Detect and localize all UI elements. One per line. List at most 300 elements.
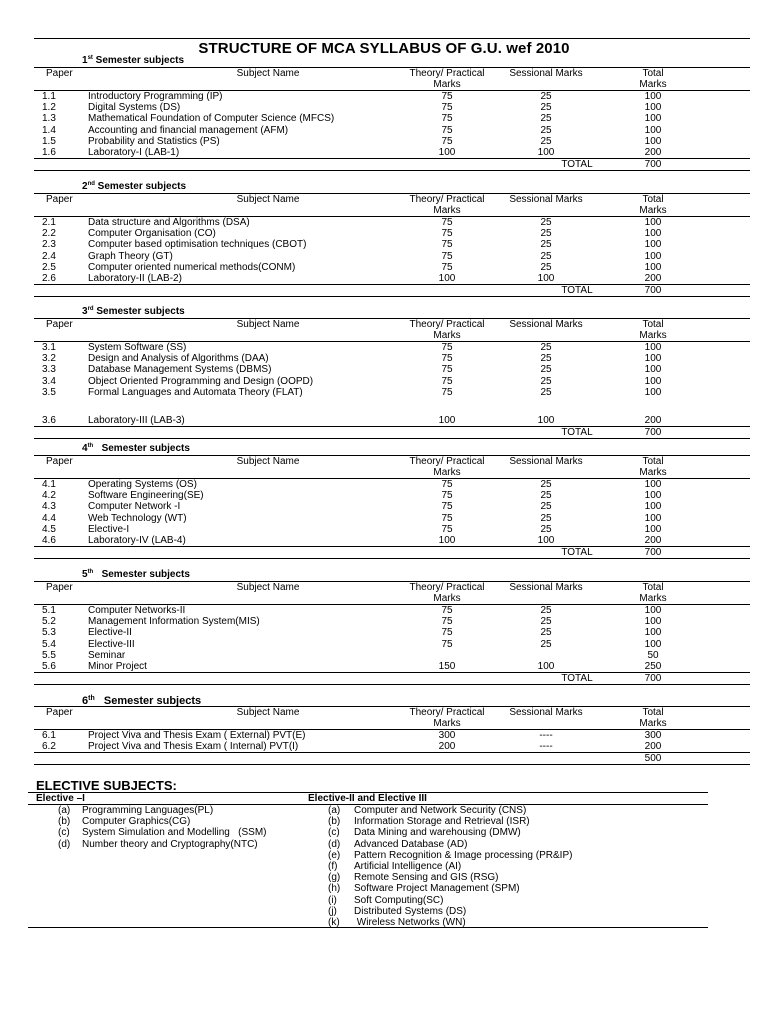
sessional-marks-cell: 25 <box>540 638 552 650</box>
col-header-total: Total <box>642 456 664 467</box>
elective-key: (c) <box>58 827 70 839</box>
elective-key: (d) <box>328 838 341 850</box>
paper-cell: 3.1 <box>42 342 56 353</box>
col-header-theory-marks: Marks <box>433 205 461 216</box>
total-rule-bottom <box>34 684 750 685</box>
elective-name: Information Storage and Retrieval (ISR) <box>354 816 530 828</box>
theory-marks-cell: 75 <box>441 490 453 502</box>
elective-key: (d) <box>58 838 71 850</box>
col-header-paper: Paper <box>46 456 73 467</box>
table-row <box>0 364 768 375</box>
paper-cell: 1.3 <box>42 113 56 125</box>
elective-key: (e) <box>328 849 341 861</box>
table-row <box>0 639 768 650</box>
subject-cell: Introductory Programming (IP) <box>88 91 223 102</box>
total-marks-cell: 100 <box>644 605 662 616</box>
theory-marks-cell: 75 <box>441 113 453 125</box>
elective-key: (a) <box>58 805 71 816</box>
col-header-sessional: Sessional Marks <box>509 319 583 330</box>
table-row <box>0 353 768 364</box>
elective-key: (a) <box>328 805 341 816</box>
theory-marks-cell: 75 <box>441 342 453 353</box>
col-header-subject: Subject Name <box>236 582 300 593</box>
subject-cell: Accounting and financial management (AFM) <box>88 124 289 136</box>
semester-ordinal: nd <box>87 181 95 187</box>
subject-cell: Elective-I <box>88 523 130 535</box>
subject-cell: Elective-II <box>88 627 132 639</box>
elective-item <box>0 839 768 850</box>
total-marks-cell: 100 <box>644 627 662 639</box>
elective-i-heading: Elective –I <box>36 793 85 804</box>
subject-cell: Computer Networks-II <box>88 605 186 616</box>
subject-cell: Management Information System(MIS) <box>88 616 260 628</box>
total-marks-cell: 300 <box>644 730 662 741</box>
paper-cell: 5.2 <box>42 616 56 628</box>
col-header-theory-marks: Marks <box>433 330 461 341</box>
subject-cell: Project Viva and Thesis Exam ( Internal) PVT(I) <box>88 741 299 753</box>
col-header-total-marks: Marks <box>639 79 667 90</box>
theory-marks-cell: 75 <box>441 102 453 114</box>
subject-cell: Laboratory-IV (LAB-4) <box>88 535 186 546</box>
semester-ordinal: th <box>87 569 94 575</box>
elective-name: Distributed Systems (DS) <box>354 905 467 917</box>
col-header-sessional: Sessional Marks <box>509 582 583 593</box>
paper-cell: 4.1 <box>42 479 56 490</box>
col-header-total-marks: Marks <box>639 330 667 341</box>
sessional-marks-cell: ---- <box>539 741 553 753</box>
theory-marks-cell: 75 <box>441 124 453 136</box>
table-row <box>0 605 768 616</box>
total-marks-cell: 100 <box>644 353 662 365</box>
theory-marks-cell: 100 <box>438 273 456 284</box>
table-row <box>0 217 768 228</box>
sessional-marks-cell: 25 <box>540 386 552 398</box>
theory-marks-cell: 75 <box>441 501 453 513</box>
paper-cell: 1.6 <box>42 147 56 158</box>
subject-cell: Object Oriented Programming and Design (OOPD) <box>88 375 314 387</box>
theory-marks-cell: 100 <box>438 415 456 427</box>
elective-name: System Simulation and Modelling (SSM) <box>82 827 267 839</box>
sessional-marks-cell: 25 <box>540 479 552 490</box>
paper-cell: 5.1 <box>42 605 56 616</box>
semester-total: 700 <box>644 426 662 438</box>
semester-label: Semester subjects <box>94 695 202 707</box>
total-marks-cell: 100 <box>644 490 662 502</box>
sessional-marks-cell: 25 <box>540 616 552 628</box>
paper-cell: 1.1 <box>42 91 56 102</box>
subject-cell: Computer based optimisation techniques (CBOT) <box>88 239 307 251</box>
sessional-marks-cell: 25 <box>540 627 552 639</box>
table-row <box>0 262 768 273</box>
theory-marks-cell: 75 <box>441 386 453 398</box>
subject-cell: Design and Analysis of Algorithms (DAA) <box>88 353 269 365</box>
col-header-theory: Theory/ Practical <box>409 68 485 79</box>
col-header-sessional: Sessional Marks <box>509 456 583 467</box>
col-header-total-marks: Marks <box>639 718 667 729</box>
sessional-marks-cell: 25 <box>540 250 552 262</box>
semester-heading <box>82 55 184 66</box>
col-header-subject: Subject Name <box>236 319 300 330</box>
semester-number: 6 <box>82 695 89 707</box>
theory-marks-cell: 75 <box>441 627 453 639</box>
table-row <box>0 415 768 426</box>
paper-cell: 6.2 <box>42 741 56 753</box>
theory-marks-cell: 75 <box>441 523 453 535</box>
theory-marks-cell: 75 <box>441 638 453 650</box>
semester-ordinal: rd <box>87 306 94 312</box>
table-row <box>0 251 768 262</box>
sessional-marks-cell: 100 <box>537 415 555 427</box>
total-marks-cell: 50 <box>647 649 659 661</box>
table-row <box>0 147 768 158</box>
table-row <box>0 741 768 752</box>
elective-key: (k) <box>328 917 340 928</box>
col-header-total-marks: Marks <box>639 205 667 216</box>
paper-cell: 2.4 <box>42 250 56 262</box>
sessional-marks-cell: 100 <box>537 661 555 672</box>
theory-marks-cell: 200 <box>438 741 456 753</box>
semester-ordinal: th <box>87 443 94 449</box>
col-header-theory-marks: Marks <box>433 79 461 90</box>
paper-cell: 1.4 <box>42 124 56 136</box>
semester-heading <box>82 306 185 317</box>
sessional-marks-cell: 25 <box>540 353 552 365</box>
theory-marks-cell: 75 <box>441 364 453 376</box>
col-header-theory-marks: Marks <box>433 593 461 604</box>
table-row <box>0 102 768 113</box>
subject-cell: Laboratory-I (LAB-1) <box>88 147 180 158</box>
col-header-paper: Paper <box>46 194 73 205</box>
electives-rule-bottom <box>28 927 708 928</box>
table-row <box>0 513 768 524</box>
col-header-paper: Paper <box>46 582 73 593</box>
total-marks-cell: 100 <box>644 523 662 535</box>
total-marks-cell: 100 <box>644 638 662 650</box>
semester-label: Semester subjects <box>93 306 185 317</box>
elective-item <box>0 816 768 827</box>
electives-title: ELECTIVE SUBJECTS: <box>36 778 177 793</box>
paper-cell: 4.6 <box>42 535 56 546</box>
table-row <box>0 627 768 638</box>
col-header-subject: Subject Name <box>236 68 300 79</box>
table-row <box>0 342 768 353</box>
elective-item <box>0 850 768 861</box>
paper-cell: 3.4 <box>42 375 56 387</box>
theory-marks-cell: 300 <box>438 730 456 741</box>
col-header-subject: Subject Name <box>236 707 300 718</box>
total-label: TOTAL <box>561 672 593 684</box>
semester-heading <box>82 569 190 580</box>
table-row <box>0 376 768 387</box>
total-marks-cell: 100 <box>644 113 662 125</box>
theory-marks-cell: 75 <box>441 605 453 616</box>
semester-number: 5 <box>82 569 88 580</box>
theory-marks-cell: 75 <box>441 261 453 273</box>
subject-cell: Database Management Systems (DBMS) <box>88 364 272 376</box>
total-marks-cell: 100 <box>644 135 662 147</box>
subject-cell: Minor Project <box>88 661 147 672</box>
col-header-subject: Subject Name <box>236 456 300 467</box>
subject-cell: Operating Systems (OS) <box>88 479 197 490</box>
total-marks-cell: 100 <box>644 512 662 524</box>
paper-cell: 2.3 <box>42 239 56 251</box>
subject-cell: Seminar <box>88 649 126 661</box>
theory-marks-cell: 75 <box>441 217 453 228</box>
elective-item <box>0 872 768 883</box>
theory-marks-cell: 75 <box>441 250 453 262</box>
total-label: TOTAL <box>561 426 593 438</box>
theory-marks-cell: 100 <box>438 147 456 158</box>
subject-cell: Software Engineering(SE) <box>88 490 204 502</box>
elective-name: Pattern Recognition & Image processing (PR&IP) <box>354 849 573 861</box>
subject-cell: Formal Languages and Automata Theory (FLAT) <box>88 386 303 398</box>
sessional-marks-cell: 25 <box>540 113 552 125</box>
total-marks-cell: 100 <box>644 386 662 398</box>
total-marks-cell: 100 <box>644 616 662 628</box>
semester-heading <box>82 443 190 454</box>
subject-cell: Mathematical Foundation of Computer Science (MFCS) <box>88 113 335 125</box>
paper-cell: 2.2 <box>42 228 56 240</box>
semester-number: 2 <box>82 181 88 192</box>
elective-item <box>0 805 768 816</box>
elective-key: (c) <box>328 827 340 839</box>
table-row <box>0 239 768 250</box>
table-row <box>0 524 768 535</box>
semester-total: 700 <box>644 284 662 296</box>
semester-total: 500 <box>644 752 662 764</box>
theory-marks-cell: 75 <box>441 353 453 365</box>
col-header-theory: Theory/ Practical <box>409 194 485 205</box>
paper-cell: 4.2 <box>42 490 56 502</box>
elective-name: Soft Computing(SC) <box>354 894 444 906</box>
elective-name: Computer and Network Security (CNS) <box>354 805 527 816</box>
total-marks-cell: 100 <box>644 364 662 376</box>
total-marks-cell: 200 <box>644 535 662 546</box>
elective-name: Artificial Intelligence (AI) <box>354 861 462 872</box>
subject-cell: Computer Network -I <box>88 501 181 513</box>
col-header-sessional: Sessional Marks <box>509 194 583 205</box>
sessional-marks-cell: 100 <box>537 147 555 158</box>
semester-label: Semester subjects <box>93 569 190 580</box>
table-row <box>0 113 768 124</box>
subject-cell: Laboratory-III (LAB-3) <box>88 415 185 427</box>
theory-marks-cell: 75 <box>441 228 453 240</box>
paper-cell: 2.6 <box>42 273 56 284</box>
total-rule-bottom <box>34 764 750 765</box>
table-row <box>0 661 768 672</box>
paper-cell: 1.5 <box>42 135 56 147</box>
theory-marks-cell: 75 <box>441 375 453 387</box>
elective-name: Computer Graphics(CG) <box>82 816 191 828</box>
paper-cell: 4.4 <box>42 512 56 524</box>
elective-key: (i) <box>328 894 337 906</box>
col-header-theory: Theory/ Practical <box>409 582 485 593</box>
sessional-marks-cell: 25 <box>540 261 552 273</box>
total-rule-bottom <box>34 170 750 171</box>
elective-name: Number theory and Cryptography(NTC) <box>82 838 258 850</box>
total-marks-cell: 100 <box>644 228 662 240</box>
total-marks-cell: 200 <box>644 741 662 753</box>
sessional-marks-cell: 25 <box>540 501 552 513</box>
paper-cell: 5.4 <box>42 638 56 650</box>
semester-number: 1 <box>82 55 88 66</box>
paper-cell: 1.2 <box>42 102 56 114</box>
elective-item <box>0 895 768 906</box>
total-marks-cell: 100 <box>644 261 662 273</box>
subject-cell: Data structure and Algorithms (DSA) <box>88 217 250 228</box>
paper-cell: 3.5 <box>42 386 56 398</box>
table-row <box>0 490 768 501</box>
total-label: TOTAL <box>561 546 593 558</box>
sessional-marks-cell: 25 <box>540 490 552 502</box>
semester-number: 3 <box>82 306 88 317</box>
subject-cell: Project Viva and Thesis Exam ( External) PVT(E) <box>88 730 306 741</box>
sessional-marks-cell: 25 <box>540 239 552 251</box>
theory-marks-cell: 75 <box>441 616 453 628</box>
total-marks-cell: 250 <box>644 661 662 672</box>
sessional-marks-cell: 25 <box>540 605 552 616</box>
subject-cell: Web Technology (WT) <box>88 512 187 524</box>
elective-name: Wireless Networks (WN) <box>354 917 466 928</box>
semester-ordinal: st <box>87 55 93 61</box>
total-marks-cell: 100 <box>644 91 662 102</box>
sessional-marks-cell: ---- <box>539 730 553 741</box>
col-header-total: Total <box>642 68 664 79</box>
table-row <box>0 650 768 661</box>
elective-item <box>0 906 768 917</box>
semester-label: Semester subjects <box>93 443 190 454</box>
total-marks-cell: 200 <box>644 147 662 158</box>
elective-item <box>0 883 768 894</box>
subject-cell: Computer oriented numerical methods(CONM) <box>88 261 296 273</box>
col-header-total: Total <box>642 194 664 205</box>
total-marks-cell: 100 <box>644 479 662 490</box>
semester-total: 700 <box>644 546 662 558</box>
theory-marks-cell: 75 <box>441 91 453 102</box>
table-row <box>0 616 768 627</box>
semester-label: Semester subjects <box>92 55 185 66</box>
paper-cell: 5.3 <box>42 627 56 639</box>
elective-item <box>0 861 768 872</box>
elective-key: (j) <box>328 905 337 917</box>
total-marks-cell: 100 <box>644 239 662 251</box>
sessional-marks-cell: 25 <box>540 364 552 376</box>
table-row <box>0 535 768 546</box>
total-marks-cell: 100 <box>644 217 662 228</box>
elective-item <box>0 827 768 838</box>
elective-name: Software Project Management (SPM) <box>354 883 520 895</box>
col-header-subject: Subject Name <box>236 194 300 205</box>
elective-key: (f) <box>328 861 338 872</box>
table-row <box>0 273 768 284</box>
total-marks-cell: 100 <box>644 102 662 114</box>
col-header-total-marks: Marks <box>639 467 667 478</box>
table-row <box>0 387 768 398</box>
col-header-theory: Theory/ Practical <box>409 456 485 467</box>
total-marks-cell: 100 <box>644 250 662 262</box>
page-title: STRUCTURE OF MCA SYLLABUS OF G.U. wef 2010 <box>198 40 570 57</box>
elective-name: Data Mining and warehousing (DMW) <box>354 827 521 839</box>
elective-key: (b) <box>58 816 71 828</box>
table-row <box>0 228 768 239</box>
semester-label: Semester subjects <box>94 181 187 192</box>
top-rule <box>34 38 750 39</box>
paper-cell: 3.3 <box>42 364 56 376</box>
sessional-marks-cell: 25 <box>540 102 552 114</box>
sessional-marks-cell: 25 <box>540 124 552 136</box>
theory-marks-cell: 75 <box>441 479 453 490</box>
col-header-sessional: Sessional Marks <box>509 68 583 79</box>
total-marks-cell: 100 <box>644 342 662 353</box>
paper-cell: 2.1 <box>42 217 56 228</box>
total-marks-cell: 100 <box>644 124 662 136</box>
total-marks-cell: 200 <box>644 273 662 284</box>
total-label: TOTAL <box>561 284 593 296</box>
theory-marks-cell: 75 <box>441 239 453 251</box>
total-marks-cell: 100 <box>644 501 662 513</box>
sessional-marks-cell: 25 <box>540 91 552 102</box>
semester-number: 4 <box>82 443 88 454</box>
table-row <box>0 91 768 102</box>
subject-cell: Computer Organisation (CO) <box>88 228 216 240</box>
sessional-marks-cell: 25 <box>540 228 552 240</box>
paper-cell: 6.1 <box>42 730 56 741</box>
subject-cell: Elective-III <box>88 638 135 650</box>
table-row <box>0 125 768 136</box>
paper-cell: 5.5 <box>42 649 56 661</box>
table-row <box>0 479 768 490</box>
sessional-marks-cell: 25 <box>540 512 552 524</box>
elective-name: Remote Sensing and GIS (RSG) <box>354 872 499 884</box>
col-header-sessional: Sessional Marks <box>509 707 583 718</box>
col-header-total: Total <box>642 582 664 593</box>
col-header-paper: Paper <box>46 707 73 718</box>
paper-cell: 3.2 <box>42 353 56 365</box>
col-header-total-marks: Marks <box>639 593 667 604</box>
sessional-marks-cell: 25 <box>540 217 552 228</box>
sessional-marks-cell: 100 <box>537 273 555 284</box>
table-row <box>0 730 768 741</box>
sessional-marks-cell: 100 <box>537 535 555 546</box>
paper-cell: 4.5 <box>42 523 56 535</box>
table-row <box>0 136 768 147</box>
col-header-theory-marks: Marks <box>433 718 461 729</box>
subject-cell: Graph Theory (GT) <box>88 250 173 262</box>
col-header-theory-marks: Marks <box>433 467 461 478</box>
theory-marks-cell: 75 <box>441 135 453 147</box>
table-row <box>0 501 768 512</box>
total-rule-bottom <box>34 558 750 559</box>
sessional-marks-cell: 25 <box>540 375 552 387</box>
elective-key: (b) <box>328 816 341 828</box>
subject-cell: Digital Systems (DS) <box>88 102 181 114</box>
total-rule-bottom <box>34 296 750 297</box>
subject-cell: System Software (SS) <box>88 342 187 353</box>
paper-cell: 4.3 <box>42 501 56 513</box>
col-header-theory: Theory/ Practical <box>409 319 485 330</box>
subject-cell: Probability and Statistics (PS) <box>88 135 220 147</box>
theory-marks-cell: 100 <box>438 535 456 546</box>
elective-key: (h) <box>328 883 341 895</box>
col-header-total: Total <box>642 319 664 330</box>
semester-heading <box>82 181 186 192</box>
col-header-paper: Paper <box>46 68 73 79</box>
paper-cell: 5.6 <box>42 661 56 672</box>
col-header-paper: Paper <box>46 319 73 330</box>
semester-ordinal: th <box>88 695 95 702</box>
theory-marks-cell: 75 <box>441 512 453 524</box>
total-label: TOTAL <box>561 158 593 170</box>
